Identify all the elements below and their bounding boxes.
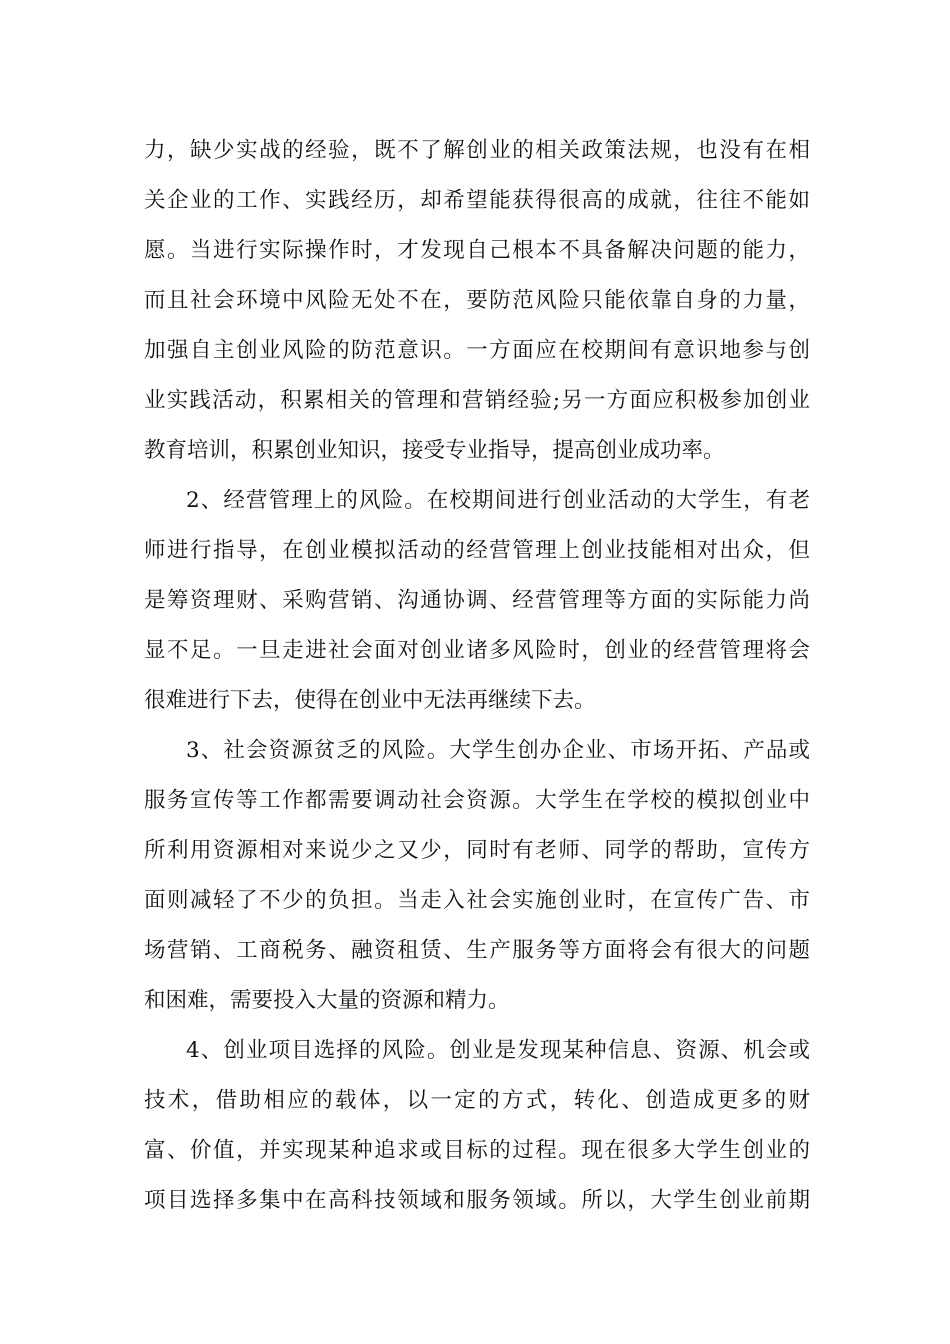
text-line: 愿。当进行实际操作时，才发现自己根本不具备解决问题的能力， [144,238,810,263]
text-line: 业实践活动，积累相关的管理和营销经验;另一方面应积极参加创业 [144,388,810,413]
text-line: 技术，借助相应的载体，以一定的方式，转化、创造成更多的财 [144,1088,810,1113]
text-line: 服务宣传等工作都需要调动社会资源。大学生在学校的模拟创业中 [144,788,810,813]
paragraph-heading-line: 4、创业项目选择的风险。创业是发现某种信息、资源、机会或 [186,1038,810,1063]
text-line: 是筹资理财、采购营销、沟通协调、经营管理等方面的实际能力尚 [144,588,810,613]
text-line: 而且社会环境中风险无处不在，要防范风险只能依靠自身的力量， [144,288,810,313]
text-line: 很难进行下去，使得在创业中无法再继续下去。 [144,688,596,713]
text-line: 教育培训，积累创业知识，接受专业指导，提高创业成功率。 [144,438,725,463]
text-line: 富、价值，并实现某种追求或目标的过程。现在很多大学生创业的 [144,1138,810,1163]
paragraph-heading-line: 3、社会资源贫乏的风险。大学生创办企业、市场开拓、产品或 [186,738,810,763]
text-line: 力，缺少实战的经验，既不了解创业的相关政策法规，也没有在相 [144,138,810,163]
text-line: 关企业的工作、实践经历，却希望能获得很高的成就，往往不能如 [144,188,810,213]
paragraph-heading-line: 2、经营管理上的风险。在校期间进行创业活动的大学生，有老 [186,488,810,513]
document-body [144,126,810,1226]
text-line: 项目选择多集中在高科技领域和服务领域。所以，大学生创业前期 [144,1188,810,1213]
text-line: 和困难，需要投入大量的资源和精力。 [144,988,510,1013]
text-line: 加强自主创业风险的防范意识。一方面应在校期间有意识地参与创 [144,338,810,363]
text-line: 面则减轻了不少的负担。当走入社会实施创业时，在宣传广告、市 [144,888,810,913]
text-line: 所利用资源相对来说少之又少，同时有老师、同学的帮助，宣传方 [144,838,810,863]
text-line: 师进行指导，在创业模拟活动的经营管理上创业技能相对出众，但 [144,538,810,563]
text-line: 场营销、工商税务、融资租赁、生产服务等方面将会有很大的问题 [144,938,810,963]
text-line: 显不足。一旦走进社会面对创业诸多风险时，创业的经营管理将会 [144,638,810,663]
